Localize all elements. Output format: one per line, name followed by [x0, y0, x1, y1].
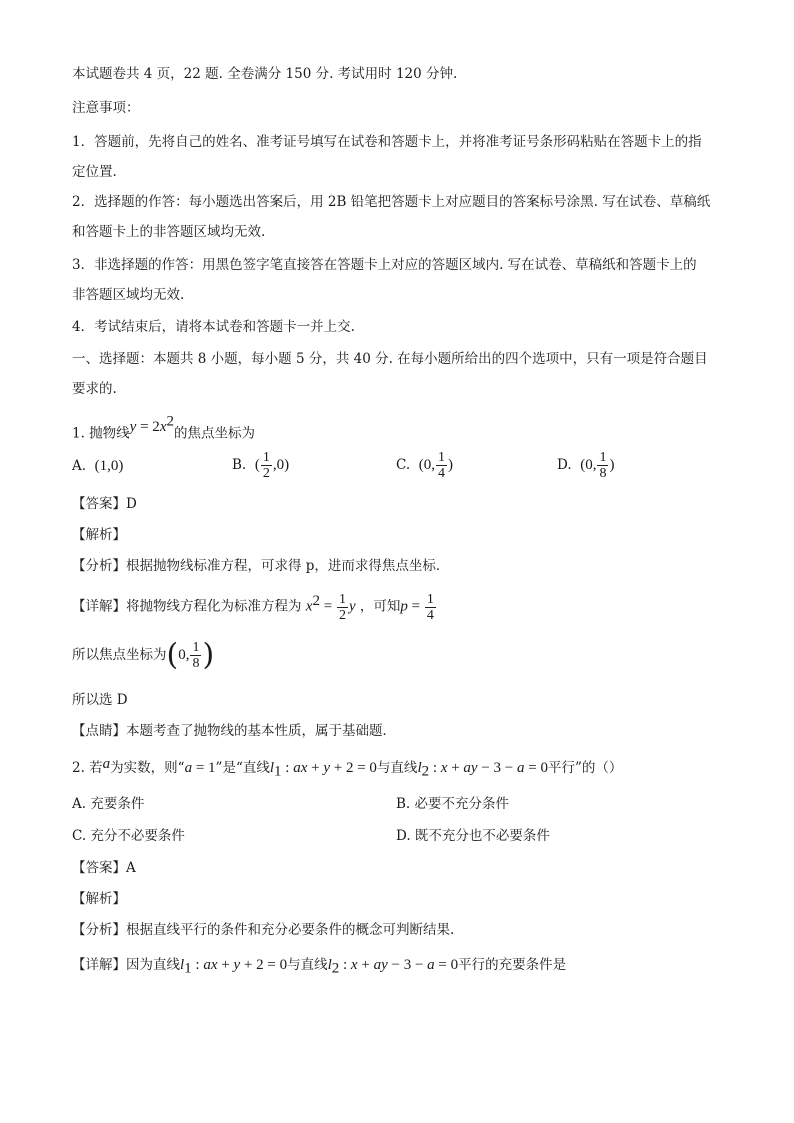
q1-xiangjie: 【详解】将抛物线方程化为标准方程为 $x^2$ = $\frac{1}{2}$ y ，可知p = $\frac{1}{4}$ [72, 591, 434, 623]
note-1: 1．答题前，先将自己的姓名、准考证号填写在试卷和答题卡上，并将准考证号条形码粘贴在答题卡上的指 [72, 134, 702, 150]
q2-option-b: B. 必要不充分条件 [396, 796, 510, 812]
q2-fenxi: 【分析】根据直线平行的条件和充分必要条件的概念可判断结果. [72, 922, 455, 938]
q1-analysis-tag: 【解析】 [72, 527, 126, 543]
note-3-cont: 非答题区域均无效. [72, 287, 185, 303]
note-2: 2．选择题的作答：每小题选出答案后，用 2B 铅笔把答题卡上对应题目的答案标号涂黑. 写在试卷、草稿纸 [72, 194, 711, 210]
q2-option-c: C. 充分不必要条件 [72, 828, 185, 844]
q1-focus: 所以焦点坐标为(0, $\frac{1}{8}$ ) [72, 637, 215, 673]
q1-dianjing: 【点睛】本题考查了抛物线的基本性质，属于基础题． [72, 723, 396, 739]
q2-analysis-tag: 【解析】 [72, 891, 126, 907]
question-1-number: 1. 抛物线 [72, 425, 130, 442]
q1-select: 所以选 D [72, 692, 128, 708]
q1-option-c: C. (0, $\frac{1}{4}$ ) [396, 450, 453, 481]
q2-answer: 【答案】A [72, 860, 136, 876]
section-heading: 一、选择题：本题共 8 小题，每小题 5 分，共 40 分. 在每小题所给出的四个选项中，只有一项是符合题目 [72, 351, 708, 367]
exam-info: 本试题卷共 4 页，22 题. 全卷满分 150 分. 考试用时 120 分钟. [72, 66, 458, 82]
section-heading-cont: 要求的. [72, 381, 117, 397]
note-4: 4．考试结束后，请将本试卷和答题卡一并上交. [72, 319, 355, 335]
q2-xiangjie: 【详解】因为直线$l_1$ : ax + y + 2 = 0与直线$l_2$ : x + ay − 3 − a = 0平行的充要条件是 [72, 957, 567, 977]
q1-option-d: D. (0, $\frac{1}{8}$ ) [557, 450, 615, 481]
notice-title: 注意事项： [72, 100, 140, 116]
q1-option-b: B. ( $\frac{1}{2}$ ,0) [232, 450, 290, 481]
q1-answer: 【答案】D [72, 496, 137, 512]
note-2-cont: 和答题卡上的非答题区域均无效. [72, 224, 266, 240]
note-3: 3．非选择题的作答：用黑色签字笔直接答在答题卡上对应的答题区域内. 写在试卷、草稿纸和答题卡上的 [72, 257, 697, 273]
q2-option-d: D. 既不充分也不必要条件 [396, 828, 550, 844]
question-2: 2. 若a为实数，则“a = 1”是“直线$l_1$ : ax + y + 2 = 0与直线$l_2$ : x + ay − 3 − a = 0平行”的（） [72, 756, 623, 780]
note-1-cont: 定位置. [72, 164, 117, 180]
q1-fenxi: 【分析】根据抛物线标准方程，可求得 p，进而求得焦点坐标． [72, 558, 450, 574]
q2-option-a: A. 充要条件 [72, 796, 145, 812]
question-1: 1. 抛物线$y = 2x^2$的焦点坐标为 [72, 413, 255, 442]
q1-option-a: A. (1,0) [72, 458, 124, 474]
